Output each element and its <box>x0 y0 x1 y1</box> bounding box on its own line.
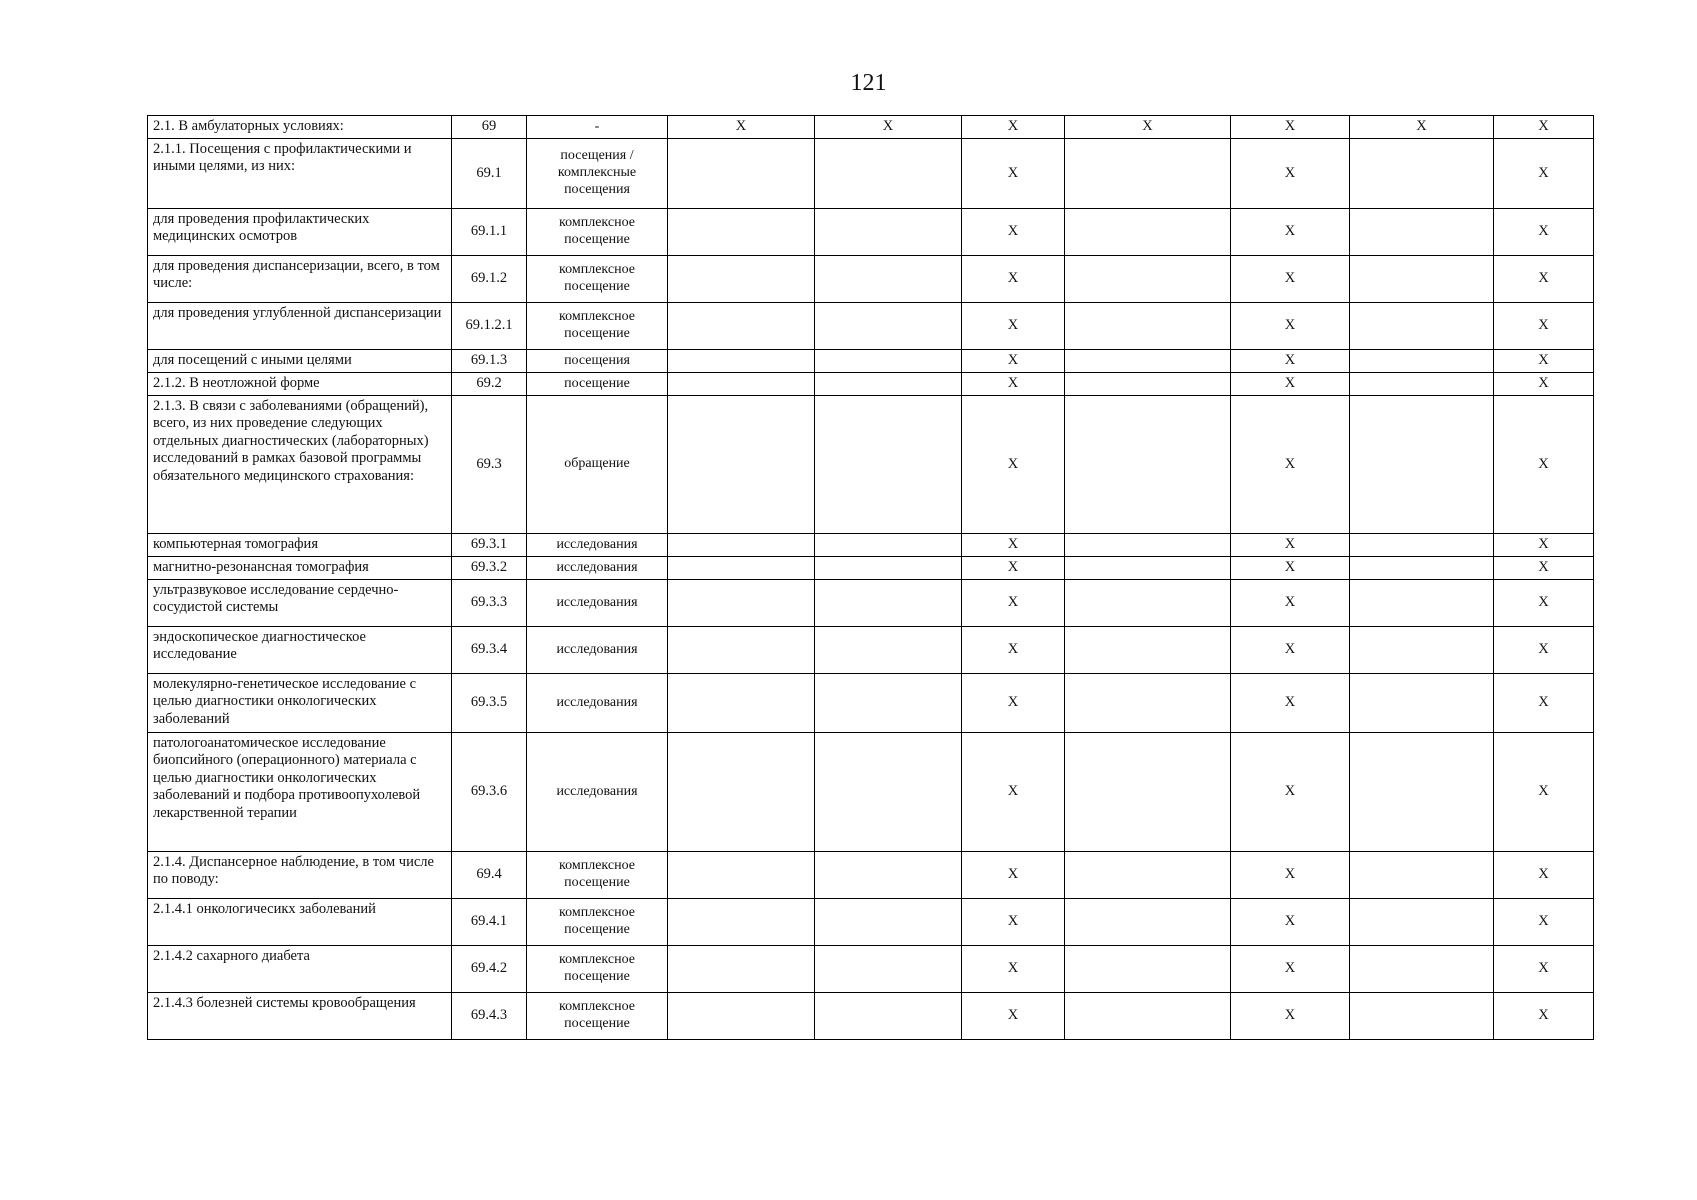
value-cell: X <box>962 899 1065 946</box>
row-unit: комплексное посещение <box>527 303 668 350</box>
value-cell <box>1350 139 1494 209</box>
value-cell: X <box>1494 534 1594 557</box>
value-cell <box>1350 733 1494 852</box>
table-row <box>148 139 1594 209</box>
value-cell <box>815 627 962 674</box>
row-name: для проведения углубленной диспансеризации <box>148 303 452 350</box>
value-cell: X <box>1231 852 1350 899</box>
row-unit: посещение <box>527 373 668 396</box>
value-cell <box>1350 899 1494 946</box>
value-cell: X <box>1494 373 1594 396</box>
value-cell <box>815 373 962 396</box>
row-code: 69.1 <box>452 139 527 209</box>
row-code: 69.1.2.1 <box>452 303 527 350</box>
page-number: 121 <box>850 70 887 96</box>
value-cell: X <box>1494 256 1594 303</box>
row-name: 2.1.3. В связи с заболеваниями (обращений), всего, из них проведение следующих отдельных диагностических (лабораторных) исследований в рамках базовой программы обязательного медицинского страхования: <box>148 396 452 534</box>
table-row <box>148 557 1594 580</box>
row-code: 69.1.2 <box>452 256 527 303</box>
value-cell <box>668 733 815 852</box>
value-cell: X <box>962 139 1065 209</box>
row-code: 69 <box>452 116 527 139</box>
row-code: 69.3 <box>452 396 527 534</box>
value-cell: X <box>1231 209 1350 256</box>
value-cell <box>815 580 962 627</box>
value-cell <box>668 557 815 580</box>
value-cell: X <box>1350 116 1494 139</box>
value-cell <box>815 993 962 1040</box>
row-unit: посещения / комплексные посещения <box>527 139 668 209</box>
value-cell <box>1350 852 1494 899</box>
row-code: 69.3.5 <box>452 674 527 733</box>
row-unit: комплексное посещение <box>527 946 668 993</box>
value-cell <box>1350 993 1494 1040</box>
row-code: 69.2 <box>452 373 527 396</box>
value-cell: X <box>962 534 1065 557</box>
value-cell: X <box>1231 580 1350 627</box>
value-cell <box>668 534 815 557</box>
row-code: 69.1.1 <box>452 209 527 256</box>
table-row <box>148 580 1594 627</box>
row-name: 2.1.4.1 онкологичесикх заболеваний <box>148 899 452 946</box>
value-cell <box>815 256 962 303</box>
value-cell <box>1350 256 1494 303</box>
value-cell <box>668 139 815 209</box>
value-cell <box>815 209 962 256</box>
row-unit: исследования <box>527 580 668 627</box>
value-cell: X <box>1494 350 1594 373</box>
row-unit: посещения <box>527 350 668 373</box>
value-cell: X <box>1494 674 1594 733</box>
value-cell <box>1350 209 1494 256</box>
value-cell <box>668 350 815 373</box>
row-unit: исследования <box>527 627 668 674</box>
value-cell: X <box>962 580 1065 627</box>
value-cell <box>1065 557 1231 580</box>
row-unit: комплексное посещение <box>527 899 668 946</box>
value-cell: X <box>1231 350 1350 373</box>
table-row <box>148 899 1594 946</box>
value-cell: X <box>962 303 1065 350</box>
row-unit: комплексное посещение <box>527 993 668 1040</box>
value-cell: X <box>962 674 1065 733</box>
value-cell: X <box>962 116 1065 139</box>
table-row <box>148 534 1594 557</box>
value-cell <box>815 899 962 946</box>
value-cell: X <box>1231 116 1350 139</box>
value-cell: X <box>962 373 1065 396</box>
row-unit: комплексное посещение <box>527 256 668 303</box>
value-cell <box>815 733 962 852</box>
value-cell: X <box>1494 852 1594 899</box>
value-cell <box>1350 627 1494 674</box>
value-cell <box>1065 303 1231 350</box>
row-unit: комплексное посещение <box>527 209 668 256</box>
value-cell <box>815 674 962 733</box>
value-cell: X <box>1494 899 1594 946</box>
row-code: 69.1.3 <box>452 350 527 373</box>
table-body <box>148 116 1594 1040</box>
value-cell <box>1350 557 1494 580</box>
table-row <box>148 627 1594 674</box>
row-code: 69.4 <box>452 852 527 899</box>
value-cell: X <box>1494 303 1594 350</box>
value-cell <box>1065 946 1231 993</box>
row-unit: - <box>527 116 668 139</box>
value-cell <box>1350 373 1494 396</box>
row-name: патологоанатомическое исследование биопсийного (операционного) материала с целью диагностики онкологических заболеваний и подбора противоопухолевой лекарственной терапии <box>148 733 452 852</box>
value-cell: X <box>1494 946 1594 993</box>
value-cell <box>1350 946 1494 993</box>
value-cell: X <box>1231 557 1350 580</box>
value-cell: X <box>962 946 1065 993</box>
value-cell <box>1065 580 1231 627</box>
value-cell: X <box>1231 139 1350 209</box>
value-cell: X <box>962 993 1065 1040</box>
value-cell: X <box>1494 993 1594 1040</box>
table-row <box>148 993 1594 1040</box>
value-cell <box>1350 580 1494 627</box>
value-cell <box>668 899 815 946</box>
value-cell: X <box>962 350 1065 373</box>
value-cell: X <box>668 116 815 139</box>
row-name: 2.1.4.2 сахарного диабета <box>148 946 452 993</box>
data-table <box>147 115 1594 1040</box>
value-cell <box>668 303 815 350</box>
value-cell <box>1065 733 1231 852</box>
value-cell: X <box>1231 396 1350 534</box>
value-cell: X <box>1231 899 1350 946</box>
table-row <box>148 303 1594 350</box>
row-name: 2.1. В амбулаторных условиях: <box>148 116 452 139</box>
row-name: для проведения профилактических медицинских осмотров <box>148 209 452 256</box>
value-cell: X <box>1231 733 1350 852</box>
row-code: 69.3.3 <box>452 580 527 627</box>
value-cell <box>668 993 815 1040</box>
row-code: 69.3.2 <box>452 557 527 580</box>
row-name: компьютерная томография <box>148 534 452 557</box>
value-cell: X <box>1494 396 1594 534</box>
value-cell: X <box>1231 627 1350 674</box>
value-cell <box>1065 899 1231 946</box>
row-code: 69.3.6 <box>452 733 527 852</box>
value-cell <box>1350 303 1494 350</box>
value-cell <box>815 534 962 557</box>
value-cell: X <box>962 256 1065 303</box>
value-cell <box>1065 350 1231 373</box>
value-cell: X <box>1231 534 1350 557</box>
value-cell <box>1065 209 1231 256</box>
value-cell <box>1065 674 1231 733</box>
row-unit: исследования <box>527 534 668 557</box>
value-cell: X <box>1494 209 1594 256</box>
value-cell <box>1350 534 1494 557</box>
row-code: 69.4.2 <box>452 946 527 993</box>
value-cell <box>668 373 815 396</box>
value-cell <box>1065 396 1231 534</box>
value-cell <box>815 946 962 993</box>
row-name: 2.1.1. Посещения с профилактическими и иными целями, из них: <box>148 139 452 209</box>
row-name: эндоскопическое диагностическое исследование <box>148 627 452 674</box>
value-cell <box>668 946 815 993</box>
row-name: 2.1.2. В неотложной форме <box>148 373 452 396</box>
row-code: 69.3.4 <box>452 627 527 674</box>
row-name: для проведения диспансеризации, всего, в том числе: <box>148 256 452 303</box>
value-cell: X <box>815 116 962 139</box>
row-unit: исследования <box>527 557 668 580</box>
value-cell <box>1065 256 1231 303</box>
row-code: 69.3.1 <box>452 534 527 557</box>
value-cell: X <box>962 209 1065 256</box>
value-cell: X <box>1231 674 1350 733</box>
row-unit: исследования <box>527 733 668 852</box>
value-cell: X <box>1494 557 1594 580</box>
value-cell <box>1065 534 1231 557</box>
value-cell: X <box>962 396 1065 534</box>
table-row <box>148 674 1594 733</box>
table-row <box>148 733 1594 852</box>
value-cell <box>815 396 962 534</box>
value-cell: X <box>962 852 1065 899</box>
row-unit: исследования <box>527 674 668 733</box>
row-name: молекулярно-генетическое исследование с целью диагностики онкологических заболеваний <box>148 674 452 733</box>
value-cell: X <box>1494 580 1594 627</box>
table-row <box>148 373 1594 396</box>
value-cell <box>668 580 815 627</box>
value-cell <box>668 852 815 899</box>
value-cell <box>815 852 962 899</box>
row-code: 69.4.1 <box>452 899 527 946</box>
value-cell: X <box>962 557 1065 580</box>
value-cell <box>815 557 962 580</box>
value-cell <box>668 256 815 303</box>
value-cell <box>1350 350 1494 373</box>
table-row <box>148 852 1594 899</box>
table-row <box>148 946 1594 993</box>
value-cell <box>1350 396 1494 534</box>
value-cell: X <box>1494 627 1594 674</box>
value-cell <box>1065 627 1231 674</box>
value-cell <box>1065 852 1231 899</box>
row-name: магнитно-резонансная томография <box>148 557 452 580</box>
value-cell <box>815 139 962 209</box>
row-unit: обращение <box>527 396 668 534</box>
row-name: для посещений с иными целями <box>148 350 452 373</box>
row-unit: комплексное посещение <box>527 852 668 899</box>
row-name: 2.1.4. Диспансерное наблюдение, в том числе по поводу: <box>148 852 452 899</box>
value-cell: X <box>1494 733 1594 852</box>
value-cell <box>1065 373 1231 396</box>
value-cell <box>815 303 962 350</box>
value-cell: X <box>962 627 1065 674</box>
value-cell: X <box>1231 256 1350 303</box>
value-cell: X <box>1065 116 1231 139</box>
value-cell <box>668 396 815 534</box>
row-code: 69.4.3 <box>452 993 527 1040</box>
value-cell <box>1350 674 1494 733</box>
value-cell <box>668 674 815 733</box>
value-cell: X <box>962 733 1065 852</box>
value-cell: X <box>1231 993 1350 1040</box>
value-cell <box>668 209 815 256</box>
value-cell: X <box>1231 373 1350 396</box>
row-name: ультразвуковое исследование сердечно-сосудистой системы <box>148 580 452 627</box>
value-cell: X <box>1231 303 1350 350</box>
value-cell <box>815 350 962 373</box>
value-cell: X <box>1494 139 1594 209</box>
value-cell <box>1065 139 1231 209</box>
value-cell: X <box>1494 116 1594 139</box>
table-row <box>148 116 1594 139</box>
table-row <box>148 209 1594 256</box>
table-row <box>148 350 1594 373</box>
table-row <box>148 256 1594 303</box>
table-row <box>148 396 1594 534</box>
value-cell <box>668 627 815 674</box>
row-name: 2.1.4.3 болезней системы кровообращения <box>148 993 452 1040</box>
value-cell <box>1065 993 1231 1040</box>
value-cell: X <box>1231 946 1350 993</box>
